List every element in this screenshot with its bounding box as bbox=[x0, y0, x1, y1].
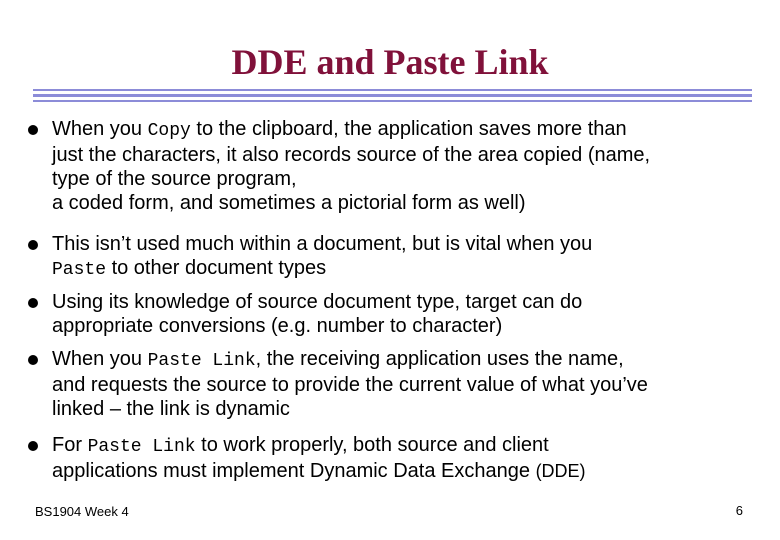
bullet-text-4 bbox=[52, 347, 768, 421]
bullet-dot-icon bbox=[28, 441, 38, 451]
bullet-1-code-copy: Copy bbox=[147, 121, 191, 141]
bullet-1-line-3: type of the source program, bbox=[52, 168, 297, 190]
bullet-5-dde-acronym: (DDE) bbox=[535, 461, 586, 481]
bullet-dot-icon bbox=[28, 125, 38, 135]
bullet-5-text-a: For bbox=[52, 434, 88, 456]
bullet-5-code-paste-link: Paste Link bbox=[87, 437, 196, 457]
bullet-1-text-b: to the clipboard, the application saves more than bbox=[190, 118, 627, 140]
slide-title: DDE and Paste Link bbox=[231, 42, 549, 82]
bullet-1-line-4: a coded form, and sometimes a pictorial form as well) bbox=[52, 192, 526, 214]
bullet-1-line-2: just the characters, it also records source of the area copied (name, bbox=[52, 144, 651, 166]
bullet-5-text-b: to work properly, both source and client bbox=[195, 434, 549, 456]
bullet-4-line-1 bbox=[52, 347, 768, 373]
bullet-dot-icon bbox=[28, 298, 38, 308]
bullet-text-3 bbox=[52, 290, 768, 338]
bullet-dot-icon bbox=[28, 355, 38, 365]
bullet-text-5 bbox=[52, 433, 768, 483]
bullet-5-line-1 bbox=[52, 433, 768, 459]
bullet-4-line-3: linked – the link is dynamic bbox=[52, 398, 290, 420]
bullet-1-line-1 bbox=[52, 117, 768, 143]
bullet-2-code-paste: Paste bbox=[52, 260, 107, 280]
bullet-5-line-2 bbox=[52, 459, 768, 483]
bullet-4-code-paste-link: Paste Link bbox=[147, 351, 256, 371]
bullet-2-text-b: to other document types bbox=[106, 257, 327, 279]
bullet-text-2 bbox=[52, 232, 768, 282]
bullet-1-text-a: When you bbox=[52, 118, 148, 140]
page-number: 6 bbox=[735, 503, 743, 518]
bullet-4-text-b: , the receiving application uses the name, bbox=[255, 348, 624, 370]
bullet-text-1 bbox=[52, 117, 768, 215]
footer-course-week: BS1904 Week 4 bbox=[35, 504, 129, 519]
bullet-2-line-1: This isn’t used much within a document, but is vital when you bbox=[52, 233, 593, 255]
bullet-4-text-a: When you bbox=[52, 348, 148, 370]
bullet-dot-icon bbox=[28, 240, 38, 250]
bullet-4-line-2: and requests the source to provide the current value of what you’ve bbox=[52, 374, 648, 396]
bullet-3-line-1: Using its knowledge of source document type, target can do bbox=[52, 291, 583, 313]
bullet-3-line-2: appropriate conversions (e.g. number to character) bbox=[52, 315, 503, 337]
bullet-2-line-2 bbox=[52, 256, 768, 282]
bullet-5-text-c: applications must implement Dynamic Data Exchange bbox=[52, 460, 536, 482]
